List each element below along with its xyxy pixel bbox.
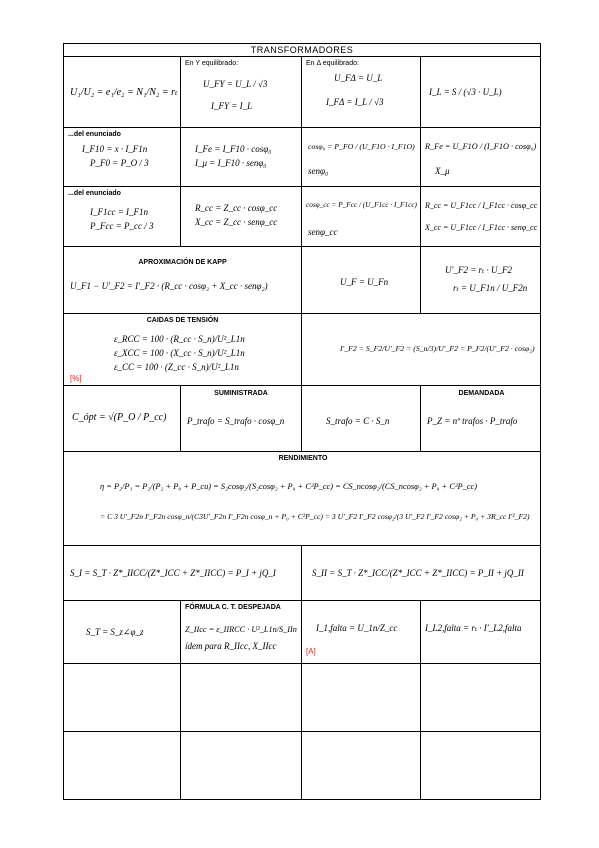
cell-sc-given <box>64 187 181 246</box>
cell-line-current <box>421 57 542 127</box>
cell-oc-pf <box>302 128 421 186</box>
load-sharing-1: S_I = S_T · Z*_IICC/(Z*_ICC + Z*_IICC) = P_I + jQ_I <box>70 568 276 578</box>
empty-cell <box>64 664 181 731</box>
sc-reactance: X_cc = Z_cc · senφ_cc <box>195 217 278 227</box>
cleared-impedance: Z_IIcc = ε_IIRCC · U²_L1n/S_IIn <box>185 625 297 634</box>
cell-sc-components <box>181 187 302 246</box>
efficiency-heading: RENDIMIENTO <box>278 455 328 462</box>
sc-resistance: R_cc = Z_cc · cosφ_cc <box>195 203 278 213</box>
optimal-load: C_ópt = √(P_O / P_cc) <box>72 412 167 423</box>
sc-reactance-alt: X_cc = U_F1cc / I_F1cc · senφ_cc <box>425 223 538 232</box>
row-kapp <box>63 247 541 314</box>
cell-sc-params <box>421 187 542 246</box>
oc-sen: senφ₀ <box>308 166 329 176</box>
fault-current-1: I_1,falta = U_1n/Z_cc <box>316 623 398 633</box>
row-ratios <box>63 57 541 128</box>
row-short-circuit-fault <box>63 601 541 664</box>
empty-cell <box>64 732 181 799</box>
sc-current: I_F1cc = I_F1n <box>90 207 149 217</box>
cleared-note: ídem para R_IIcc, X_IIcc <box>185 641 277 651</box>
delta-voltage: U_FΔ = U_L <box>334 73 383 83</box>
cell-delta <box>302 57 421 127</box>
cell-wye <box>181 57 302 127</box>
empty-cell <box>421 664 542 731</box>
rated-voltage: U_F = U_Fn <box>340 277 389 287</box>
oc-given-label: ...del enunciado <box>68 131 121 138</box>
iron-current: I_Fe = I_F10 · cosφ₀ <box>195 144 272 154</box>
referred-voltage: U′_F2 = rₜ · U_F2 <box>445 265 513 275</box>
cell-load-sharing-1 <box>64 546 302 600</box>
cell-voltage-drops <box>64 314 302 385</box>
empty-cell <box>181 664 302 731</box>
efficiency-line-2: = C 3 U′_F2n I′_F2n cosφ_n/(C3U′_F2n I′_F2n cosφ_n + P₀ + C²P_cc) = 3 U′_F2 I′_F2 cosφ₂/(3 U′_F2 I′_F2 cosφ₂ + P₀ + 3R_cc I′²_F2) <box>100 512 530 521</box>
supplied-heading: SUMINISTRADA <box>214 390 268 397</box>
formula-sheet <box>63 43 543 798</box>
cell-rated-voltage <box>302 247 421 313</box>
cell-cleared-formula <box>181 601 302 663</box>
magnetizing-current: I_μ = I_F10 · senφ₀ <box>195 158 267 168</box>
row-voltage-drops <box>63 314 541 386</box>
cell-fault-current-2 <box>421 601 542 663</box>
delta-label: En Δ equilibrado: <box>306 60 359 67</box>
iron-resistance: R_Fe = U_F1O / (I_F1O · cosφ₀) <box>425 142 537 151</box>
empty-cell <box>421 732 542 799</box>
cell-kapp <box>64 247 302 313</box>
ratio-equation: U₁/U₂ = e₁/e₂ = N₁/N₂ = rₜ <box>70 87 178 98</box>
efficiency-line-1: η = P₂/P₁ = P₂/(P₂ + P₀ + P_cu) = S₂cosφ₂/(S₂cosφ₂ + P₀ + C²P_cc) = CS_ncosφ₂/(CS_ncosφ₂ + P₀ + C²P_cc) <box>100 482 477 491</box>
sc-given-label: ...del enunciado <box>68 190 121 197</box>
oc-current: I_F10 = x · I_F1n <box>82 144 148 154</box>
magnetizing-reactance: X_μ <box>435 166 450 176</box>
row-efficiency <box>63 452 541 546</box>
cell-demanded <box>421 386 542 451</box>
apparent-power: S_trafo = C · S_n <box>326 416 390 426</box>
cell-oc-params <box>421 128 542 186</box>
cell-referred-current <box>302 314 542 385</box>
turns-ratio: rₜ = U_F1n / U_F2n <box>453 283 528 293</box>
cell-supplied <box>181 386 302 451</box>
page-title: TRANSFORMADORES <box>63 43 541 57</box>
cell-oc-components <box>181 128 302 186</box>
fault-current-2: I_L2,falta = rₜ · I′_L2,falta <box>425 623 522 633</box>
cell-efficiency <box>64 452 542 545</box>
kapp-heading: APROXIMACIÓN DE KAPP <box>138 259 227 266</box>
cell-load-sharing-2 <box>302 546 542 600</box>
cell-referred-voltage <box>421 247 542 313</box>
row-empty-1 <box>63 664 541 732</box>
load-sharing-2: S_II = S_T · Z*_ICC/(Z*_ICC + Z*_IICC) = P_II + jQ_II <box>312 568 524 578</box>
wye-label: En Y equilibrado: <box>185 60 239 67</box>
ampere-unit: [A] <box>306 647 316 656</box>
empty-cell <box>181 732 302 799</box>
line-current-equation: I_L = S / (√3 · U_L) <box>429 87 502 97</box>
row-load-sharing <box>63 546 541 601</box>
empty-cell <box>302 732 421 799</box>
delta-current: I_FΔ = I_L / √3 <box>326 97 384 107</box>
cell-optimal-load <box>64 386 181 451</box>
eps-xcc: ε_XCC = 100 · (X_cc · S_n)/U²_L1n <box>114 348 245 358</box>
eps-cc: ε_CC = 100 · (Z_cc · S_n)/U²_L1n <box>114 362 239 372</box>
cell-ratio <box>64 57 181 127</box>
sc-resistance-alt: R_cc = U_F1cc / I_F1cc · cosφ_cc <box>425 201 538 210</box>
empty-cell <box>302 664 421 731</box>
sc-sen: senφ_cc <box>308 227 338 237</box>
cell-total-power <box>64 601 181 663</box>
voltage-drops-heading: CAIDAS DE TENSIÓN <box>146 317 219 324</box>
cell-sc-pf <box>302 187 421 246</box>
kapp-equation: U_F1 − U′_F2 = I′_F2 · (R_cc · cosφ₂ + X_cc · senφ₂) <box>70 281 268 291</box>
oc-power: P_F0 = P_O / 3 <box>90 158 149 168</box>
oc-cos: cosφ₀ = P_FO / (U_F1O · I_F1O) <box>308 142 415 151</box>
demanded-heading: DEMANDADA <box>458 390 505 397</box>
row-power <box>63 386 541 452</box>
sc-power: P_Fcc = P_cc / 3 <box>90 221 154 231</box>
row-empty-2 <box>63 732 541 800</box>
row-short-circuit <box>63 187 541 247</box>
cell-fault-current-1 <box>302 601 421 663</box>
percent-unit: [%] <box>70 374 82 383</box>
cell-oc-given <box>64 128 181 186</box>
demanded-power: P_Z = nº trafos · P_trafo <box>427 416 518 426</box>
cell-apparent-power <box>302 386 421 451</box>
wye-voltage: U_FY = U_L / √3 <box>203 79 268 89</box>
eps-rcc: ε_RCC = 100 · (R_cc · S_n)/U²_L1n <box>114 334 245 344</box>
sc-cos: cosφ_cc = P_Fcc / (U_F1cc · I_F1cc) <box>306 201 417 209</box>
wye-current: I_FY = I_L <box>211 101 253 111</box>
row-open-circuit <box>63 128 541 187</box>
transformer-power: P_trafo = S_trafo · cosφ_n <box>187 416 285 426</box>
total-power: S_T = S_z∠φ_z <box>86 627 144 637</box>
referred-current: I′_F2 = S_F2/U′_F2 = (S_n/3)/U′_F2 = P_F2/(U′_F2 · cosφ₂) <box>340 344 535 353</box>
cleared-formula-heading: FÓRMULA C. T. DESPEJADA <box>185 604 281 611</box>
